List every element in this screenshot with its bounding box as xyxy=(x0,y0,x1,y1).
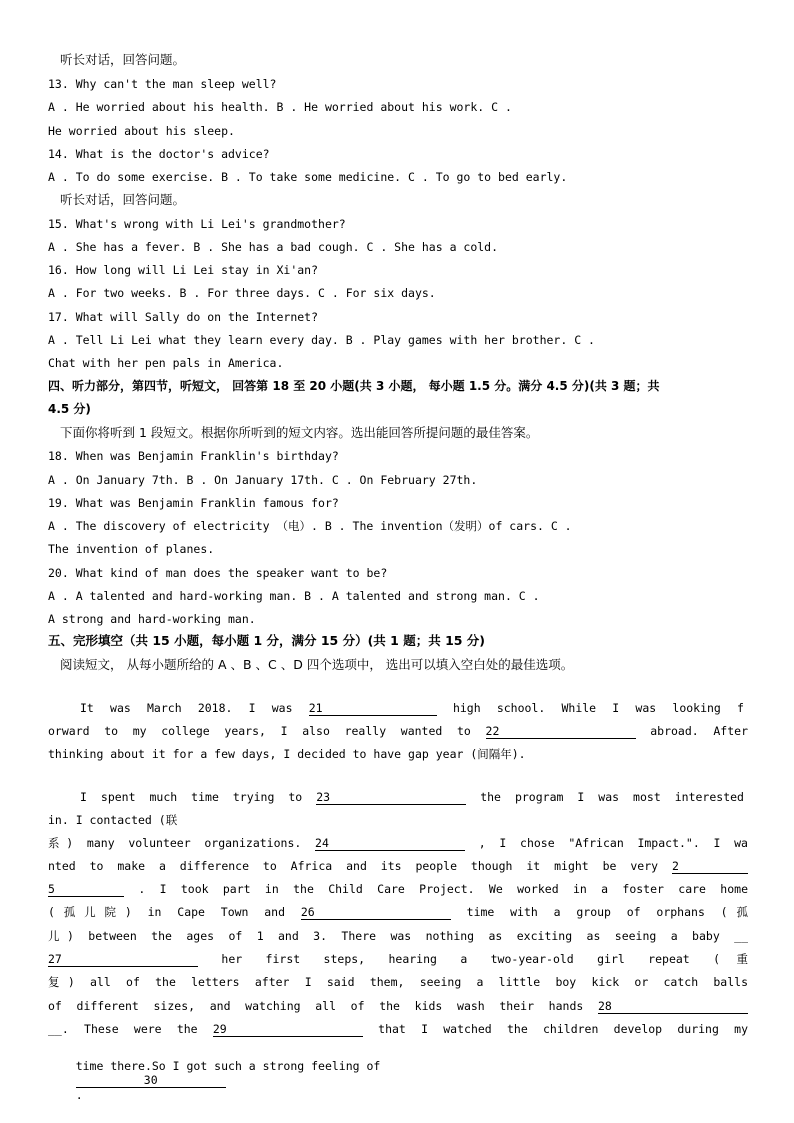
question-19-option-c: The invention of planes. xyxy=(48,542,215,556)
part4-instruction: 下面你将听到 1 段短文。根据你所听到的短文内容。选出能回答所提问题的最佳答案。 xyxy=(60,426,539,440)
blank-25: 2 xyxy=(672,860,748,874)
part4-heading-cont: 4.5 分) xyxy=(48,402,91,416)
question-17-option-c: Chat with her pen pals in America. xyxy=(48,356,284,370)
section-instruction: 听长对话，回答问题。 xyxy=(60,193,186,207)
passage-line: nted to make a difference to Africa and its people though it might be very 2 xyxy=(48,859,748,874)
question-16: 16. How long will Li Lei stay in Xi'an? xyxy=(48,263,319,277)
question-16-options: A . For two weeks. B . For three days. C . For six days. xyxy=(48,286,436,300)
blank-21: 21 xyxy=(309,702,437,716)
passage-line: 27 her first steps, hearing a two-year-old girl repeat (重 xyxy=(48,952,748,966)
part5-heading: 五、完形填空（共 15 小题，每小题 1 分，满分 15 分）(共 1 题；共 15 分) xyxy=(48,634,486,648)
question-14: 14. What is the doctor's advice? xyxy=(48,147,270,161)
question-15: 15. What's wrong with Li Lei's grandmother? xyxy=(48,217,346,231)
question-18: 18. When was Benjamin Franklin's birthday? xyxy=(48,449,339,463)
question-17-options: A . Tell Li Lei what they learn every day. B . Play games with her brother. C . xyxy=(48,333,595,347)
section-instruction: 听长对话，回答问题。 xyxy=(60,53,186,67)
passage-line: 复) all of the letters after I said them, seeing a little boy kick or catch balls xyxy=(48,975,748,989)
passage-line: time there.So I got such a strong feeling of 30 . xyxy=(75,1059,381,1102)
question-13: 13. Why can't the man sleep well? xyxy=(48,77,277,91)
passage-line: of different sizes, and watching all of the kids wash their hands 28 xyxy=(48,999,748,1014)
question-20: 20. What kind of man does the speaker want to be? xyxy=(48,566,388,580)
passage-line: in. I contacted (联 xyxy=(48,813,178,827)
blank-28: 28 xyxy=(598,1000,748,1014)
question-18-options: A . On January 7th. B . On January 17th. C . On February 27th. xyxy=(48,473,478,487)
question-19: 19. What was Benjamin Franklin famous for? xyxy=(48,496,339,510)
passage-line: __. These were the 29 that I watched the children develop during my xyxy=(48,1022,748,1036)
question-20-option-c: A strong and hard-working man. xyxy=(48,612,256,626)
blank-24: 24 xyxy=(315,837,465,851)
part5-instruction: 阅读短文， 从每小题所给的 A 、B 、C 、D 四个选项中， 选出可以填入空白处的最佳选项。 xyxy=(60,658,574,672)
question-14-options: A . To do some exercise. B . To take some medicine. C . To go to bed early. xyxy=(48,170,568,184)
blank-30: 30 xyxy=(76,1074,226,1088)
question-17: 17. What will Sally do on the Internet? xyxy=(48,310,319,324)
blank-23: 23 xyxy=(316,791,466,805)
blank-29: 29 xyxy=(213,1023,363,1037)
question-15-options: A . She has a fever. B . She has a bad cough. C . She has a cold. xyxy=(48,240,499,254)
passage-line: It was March 2018. I was 21 high school. While I was looking f xyxy=(80,701,744,715)
blank-22: 22 xyxy=(486,725,636,739)
question-13-option-c: He worried about his sleep. xyxy=(48,124,235,138)
blank-26: 26 xyxy=(301,906,451,920)
passage-line: I spent much time trying to 23 the program I was most interested xyxy=(80,790,744,804)
passage-line: 儿) between the ages of 1 and 3. There was nothing as exciting as seeing a baby __ xyxy=(48,929,748,943)
blank-27: 27 xyxy=(48,953,198,967)
passage-line: thinking about it for a few days, I decided to have gap year (间隔年). xyxy=(48,747,526,761)
passage-line: 5 . I took part in the Child Care Project. We worked in a foster care home xyxy=(48,882,748,896)
passage-line: orward to my college years, I also really wanted to 22 abroad. After xyxy=(48,724,748,738)
passage-line: 系) many volunteer organizations. 24 , I chose "African Impact.". I wa xyxy=(48,836,748,850)
passage-line: (孤儿院) in Cape Town and 26 time with a group of orphans (孤 xyxy=(48,905,748,919)
part4-heading: 四、听力部分，第四节，听短文， 回答第 18 至 20 小题(共 3 小题， 每小题 1.5 分。满分 4.5 分)(共 3 题；共 xyxy=(48,379,660,393)
question-20-options: A . A talented and hard-working man. B . A talented and strong man. C . xyxy=(48,589,540,603)
blank-25-cont: 5 xyxy=(48,883,124,897)
question-19-options: A . The discovery of electricity （电）. B . The invention（发明）of cars. C . xyxy=(48,519,572,533)
question-13-options: A . He worried about his health. B . He worried about his work. C . xyxy=(48,100,512,114)
